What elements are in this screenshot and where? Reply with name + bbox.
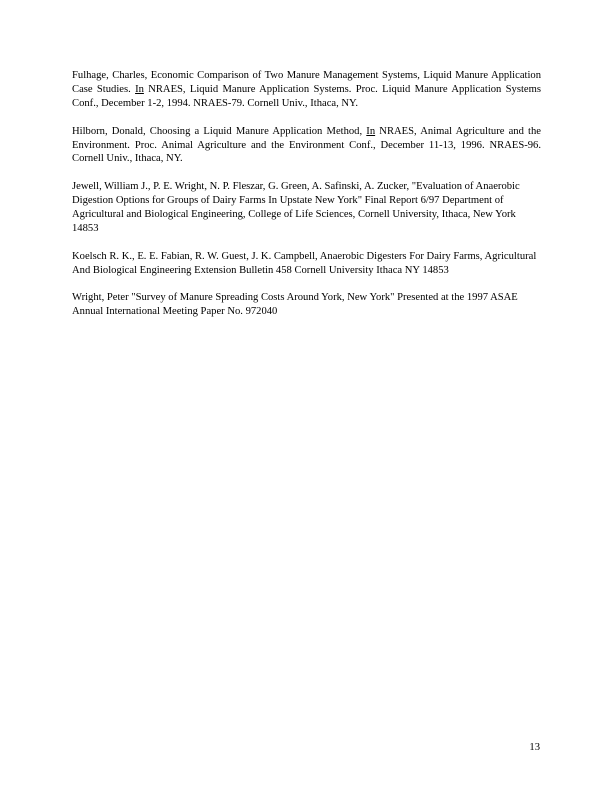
reference-koelsch: Koelsch R. K., E. E. Fabian, R. W. Guest, J. K. Campbell, Anaerobic Digesters For Dairy Farms, Agricultural And Biological Engineering Extension Bulletin 458 Cornell University Ithaca NY 14853: [72, 250, 537, 276]
reference-hilborn: [72, 125, 541, 167]
reference-fulhage: [72, 69, 541, 111]
page-number: 13: [529, 742, 540, 753]
reference-underlined-in: In: [135, 83, 144, 95]
reference-jewell: Jewell, William J., P. E. Wright, N. P. Fleszar, G. Green, A. Safinski, A. Zucker, "Evaluation of Anaerobic Digestion Options for Groups of Dairy Farms In Upstate New York" Final Report 6/97 Department of Agricultural and Biological Engineering, College of Life Sciences, Cornell University, Ithaca, New York 14853: [72, 181, 520, 234]
reference-text: Fulhage, Charles, Economic Comparison of Two Manure Management Systems, Liquid Manure Application Case Studies.: [72, 70, 541, 95]
reference-text: Hilborn, Donald, Choosing a Liquid Manure Application Method,: [72, 125, 367, 137]
reference-text: NRAES, Animal Agriculture and the Environment. Proc. Animal Agriculture and the Environment Conf., December 11-13, 1996. NRAES-96. Cornell Univ., Ithaca, NY.: [72, 125, 541, 165]
reference-wright: Wright, Peter "Survey of Manure Spreading Costs Around York, New York" Presented at the 1997 ASAE Annual International Meeting Paper No. 972040: [72, 292, 518, 318]
reference-text: NRAES, Liquid Manure Application Systems. Proc. Liquid Manure Application Systems Conf., December 1-2, 1994. NRAES-79. Cornell Univ., Ithaca, NY.: [72, 83, 541, 109]
reference-list: [72, 69, 541, 333]
reference-underlined-in: In: [366, 125, 376, 137]
